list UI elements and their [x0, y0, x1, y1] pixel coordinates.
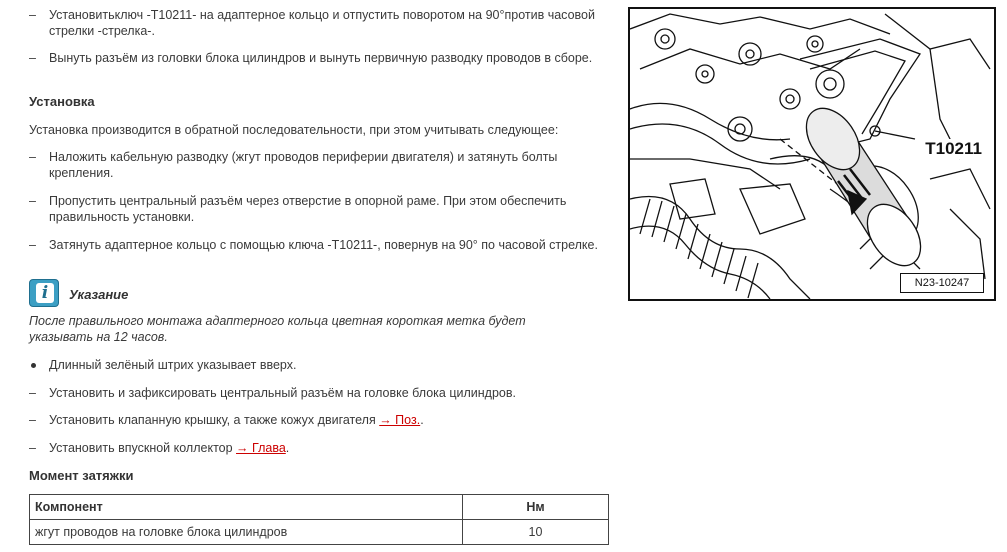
- tool-label: T10211: [925, 139, 982, 158]
- step-suffix: .: [285, 441, 290, 455]
- dash-marker: –: [29, 150, 36, 164]
- table-header-row: [30, 495, 609, 520]
- dash-marker: –: [29, 194, 36, 208]
- dash-marker: –: [29, 51, 36, 65]
- link-position[interactable]: → Поз.: [379, 413, 421, 427]
- step-text: Пропустить центральный разъём через отверстие в опорной раме. При этом обеспечить правильность установки.: [49, 194, 567, 224]
- step-text: Установитьключ -T10211- на адаптерное кольцо и отпустить поворотом на 90°против часовой стрелки -стрелка-.: [49, 8, 595, 38]
- engine-illustration: [628, 7, 996, 301]
- section-heading-torque: Момент затяжки: [29, 468, 134, 483]
- installation-intro: Установка производится в обратной последовательности, при этом учитывать следующее:: [29, 123, 559, 137]
- step-text: Наложить кабельную разводку (жгут проводов периферии двигателя) и затянуть болты крепления.: [49, 150, 558, 180]
- column-header-component: Компонент: [30, 495, 463, 520]
- step-text-main: Установить клапанную крышку, а также кожух двигателя: [49, 413, 380, 427]
- bullet-text: Длинный зелёный штрих указывает вверх.: [49, 358, 297, 372]
- dash-marker: –: [29, 413, 36, 427]
- step-suffix: .: [420, 413, 424, 427]
- step-text-main: Установить впускной коллектор: [49, 441, 237, 455]
- note-text: После правильного монтажа адаптерного кольца цветная короткая метка будет указывать на 12 часов.: [29, 314, 526, 344]
- dash-marker: –: [29, 386, 36, 400]
- section-heading-installation: Установка: [29, 94, 95, 109]
- info-icon: i: [29, 279, 59, 307]
- cell-component: жгут проводов на головке блока цилиндров: [30, 520, 463, 545]
- torque-table: [29, 494, 609, 545]
- bullet-marker: [31, 363, 36, 368]
- step-text: Установить и зафиксировать центральный разъём на головке блока цилиндров.: [49, 386, 516, 400]
- column-header-nm: Нм: [463, 495, 609, 520]
- step-text: [49, 440, 604, 456]
- cell-torque-value: 10: [463, 520, 609, 545]
- table-row: [30, 520, 609, 545]
- dash-marker: –: [29, 238, 36, 252]
- note-title: Указание: [69, 287, 129, 302]
- dash-marker: –: [29, 8, 36, 22]
- figure-code: N23-10247: [900, 273, 984, 293]
- step-text: [49, 412, 604, 428]
- link-chapter[interactable]: → Глава: [236, 441, 286, 455]
- step-text: Вынуть разъём из головки блока цилиндров и вынуть первичную разводку проводов в сборе.: [49, 51, 593, 65]
- dash-marker: –: [29, 441, 36, 455]
- step-text: Затянуть адаптерное кольцо с помощью ключа -T10211-, повернув на 90° по часовой стрелке.: [49, 238, 598, 252]
